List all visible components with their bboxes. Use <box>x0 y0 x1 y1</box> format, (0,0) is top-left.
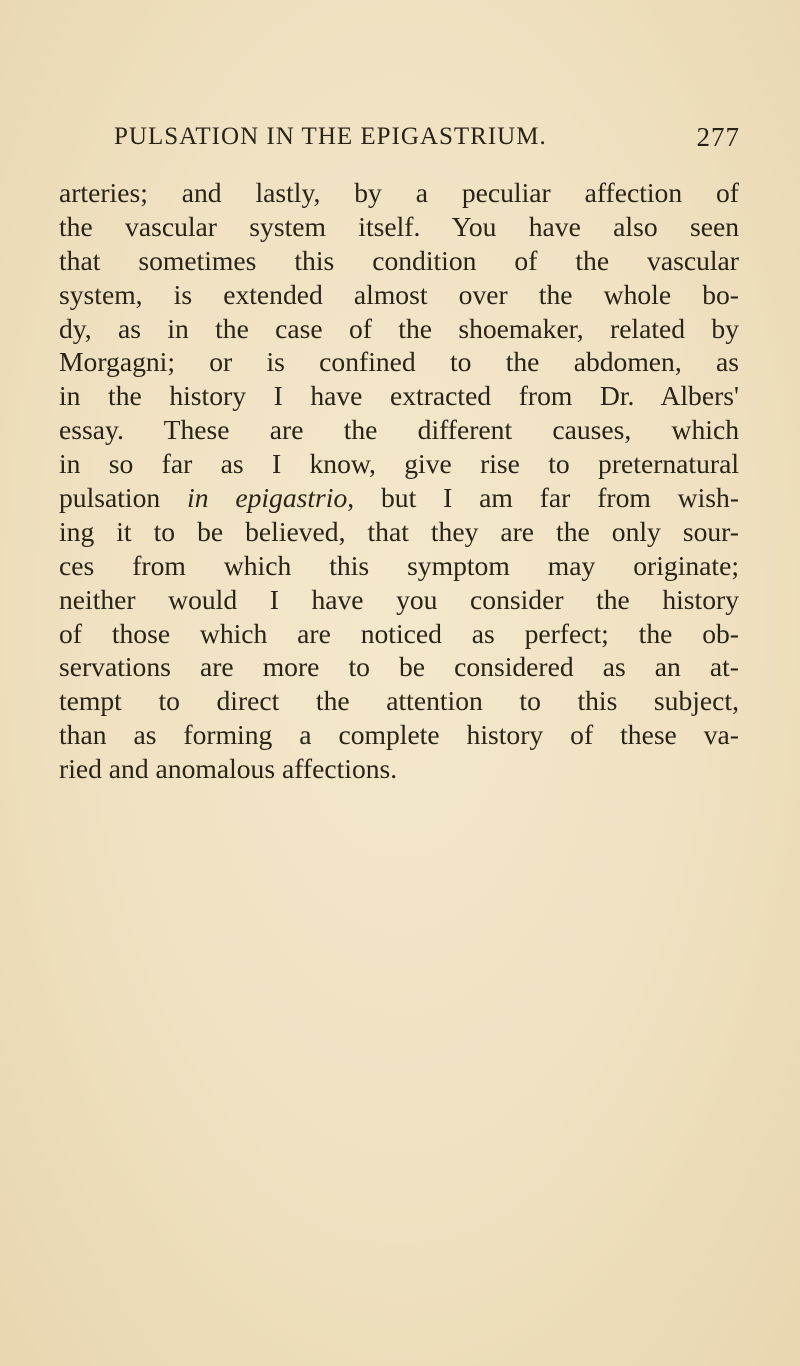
text-line: in the history I have extracted from Dr. Albers' <box>59 380 739 412</box>
text-line: dy, as in the case of the shoemaker, related by <box>59 312 739 344</box>
page-number: 277 <box>696 122 740 152</box>
text-line: that sometimes this condition of the vascular <box>59 244 739 276</box>
text-line: arteries; and lastly, by a peculiar affection of <box>59 177 739 208</box>
text-line: ing it to be believed, that they are the only sour- <box>59 515 739 547</box>
text-line: Morgagni; or is confined to the abdomen, as <box>59 346 739 378</box>
running-head <box>114 120 740 154</box>
text-line: system, is extended almost over the whole bo- <box>59 278 739 310</box>
text-line: tempt to direct the attention to this subject, <box>59 685 739 717</box>
body-text <box>59 176 739 786</box>
text-line: ried and anomalous affections. <box>59 753 398 785</box>
text-line: pulsation in epigastrio, but I am far from wish- <box>59 482 740 514</box>
text-line: neither would I have you consider the history <box>59 583 739 615</box>
text-line: in so far as I know, give rise to preternatural <box>59 448 739 480</box>
text-line: essay. These are the different causes, which <box>59 414 739 446</box>
text-line: the vascular system itself. You have also seen <box>59 210 739 242</box>
text-line: ces from which this symptom may originate; <box>59 549 739 581</box>
latin-phrase: in epigastrio <box>187 482 348 514</box>
text-line: servations are more to be considered as an at- <box>59 651 739 683</box>
running-head-title: PULSATION IN THE EPIGASTRIUM. <box>114 123 547 150</box>
text-line: of those which are noticed as perfect; the ob- <box>59 617 739 649</box>
text-line: than as forming a complete history of these va- <box>59 719 739 751</box>
